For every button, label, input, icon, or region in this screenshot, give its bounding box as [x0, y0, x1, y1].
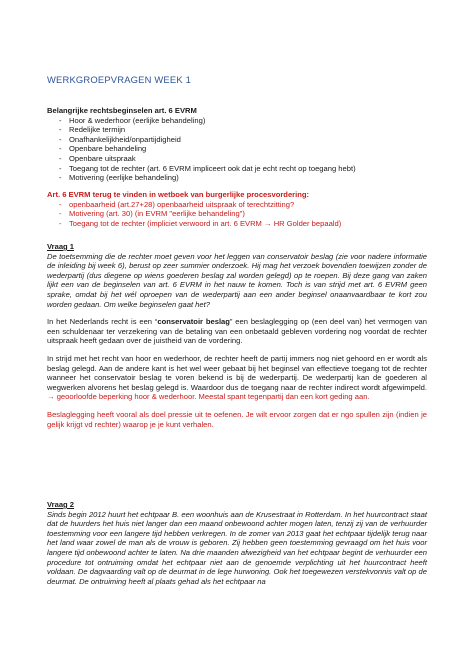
list-item: - Hoor & wederhoor (eerlijke behandeling) — [47, 116, 427, 126]
answer-text: In het Nederlands recht is een “ — [47, 317, 158, 327]
vraag1-answer-2 — [47, 354, 427, 402]
list-item: - Openbare behandeling — [47, 144, 427, 154]
vraag1-label: Vraag 1 — [47, 242, 75, 251]
vraag1-question: De toetsemming die de rechter moet geven voor het leggen van conservatoir beslag (zie voor nadere informatie de inleiding bij week 6), berust op zeer summier onderzoek. Hij mag het verzoek bovendien toewijzen zonder de wederpartij (dus diegene op wiens goederen beslag zal worden gelegd) op te roepen. Bij deze gang van zaken lijkt een van de beginselen van art. 6 EVRM in het nauw te komen. Toch is van strijd met art. 6 EVRM geen sprake, omdat bij het wél oproepen van de wederpartij aan een ander beginsel onaanvaardbaar te kort zou worden gedaan. Om welke beginselen gaat het? — [47, 251, 427, 309]
list-item: - Motivering (art. 30) (in EVRM "eerlijke behandeling") — [47, 209, 427, 219]
list-item: - Toegang tot de rechter (art. 6 EVRM impliceert ook dat je echt recht op toegang hebt) — [47, 164, 427, 174]
vraag2-section — [47, 500, 427, 586]
list-item: - Onafhankelijkheid/onpartijdigheid — [47, 135, 427, 145]
list-item: - Openbare uitspraak — [47, 154, 427, 164]
list-item: - Redelijke termijn — [47, 125, 427, 135]
list-item: - Toegang tot de rechter (impliciet verwoord in art. 6 EVRM → HR Golder bepaald) — [47, 219, 427, 229]
art6-heading: Art. 6 EVRM terug te vinden in wetboek van burgerlijke procesvordering: — [47, 190, 310, 199]
list-item: - Motivering (eerlijke behandeling) — [47, 173, 427, 183]
principles-heading: Belangrijke rechtsbeginselen art. 6 EVRM — [47, 106, 197, 115]
page-title: WERKGROEPVRAGEN WEEK 1 — [47, 74, 192, 85]
answer-text: In strijd met het recht van hoor en wederhoor, de rechter heeft de partij immers nog niet gehoord en er wordt als beslag gelegd. Aan de andere kant is het wel weer gebaat bij het beginsel van effectieve toegang tot de rechter wanneer het conservatoir beslag te voren bekend is bij de wederpartij. De wederpartij kan de goederen al wegwerken alvorens het beslag gelegd is. Waardoor dus de toegang naar de rechter indirect wordt afgewimpeld. — [47, 353, 427, 392]
principles-list — [47, 116, 427, 183]
vraag2-question: Sinds begin 2012 huurt het echtpaar B. een woonhuis aan de Krusestraat in Rotterdam. In het huurcontract staat dat de huurders het huis niet langer dan een maand onbewoond achter mogen laten, tenzij zij van de verhuurder toestemming voor een langere tijd hebben verkregen. In de zomer van 2013 gaat het echtpaar tijdelijk terug naar het land waar zowel de man als de vrouw is geboren. Zij hebben geen toestemming gevraagd om het huis voor langere tijd onbewoond achter te laten. Na drie maanden afwezigheid van het echtpaar begint de verhuurder een procedure tot ontruiming omdat het echtpaar niet aan de genoemde verplichting uit het huurcontract heeft voldaan. De dagvaarding valt op de deurmat in de lege hurwoning. Ook het toegewezen verstekvonnis valt op de deurmat. De ontruiming heeft al plaats gehad als het echtpaar na — [47, 509, 427, 586]
list-item: - openbaarheid (art.27+28) openbaarheid uitspraak of terechtzitting? — [47, 200, 427, 210]
art6-list — [47, 200, 427, 229]
vraag1-answer-1 — [47, 317, 427, 346]
art6-section — [47, 190, 427, 228]
answer-bold-term: conservatoir beslag — [157, 317, 230, 327]
vraag2-label: Vraag 2 — [47, 500, 75, 509]
answer-red-text: → geoorloofde beperking hoor & wederhoor. Meestal spant tegenpartij dan een kort geding aan. — [47, 392, 370, 402]
principles-section — [47, 106, 427, 183]
vraag1-section — [47, 242, 427, 429]
answer-text: ” een beslaglegging op (een deel van) het vermogen van een schuldenaar ter verzekering van de betaling van een onbetaald gebleven vordering nog voordat de rechter uitspraak heeft gedaan over de juistheid van de vordering. — [47, 317, 428, 346]
vraag1-note: Beslaglegging heeft vooral als doel pressie uit te oefenen. Je wilt ervoor zorgen dat er ngo spullen zijn (indien je gelijk krijgt vd rechter) waarop je je kunt verhalen. — [47, 409, 427, 429]
